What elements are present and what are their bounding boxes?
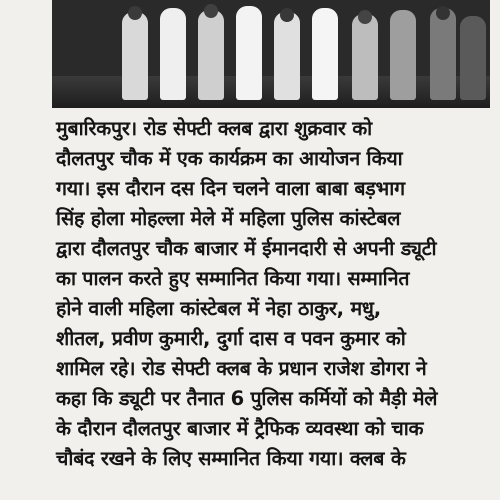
person-head	[358, 10, 372, 24]
person-head	[204, 4, 218, 18]
article-line: के दौरान दौलतपुर बाजार में ट्रैफिक व्यवस्था को चाक	[56, 417, 424, 440]
article-line: का पालन करते हुए सम्मानित किया गया। सम्मानित	[56, 267, 410, 290]
person-figure	[122, 12, 148, 100]
person-head	[436, 6, 450, 20]
article-line: होने वाली महिला कांस्टेबल में नेहा ठाकुर, मधु,	[56, 297, 381, 320]
person-figure	[430, 8, 456, 100]
person-figure	[390, 10, 416, 100]
person-figure	[160, 8, 186, 100]
person-figure	[198, 10, 224, 100]
article-line: द्वारा दौलतपुर चौक बाजार में ईमानदारी से अपनी ड्यूटी	[56, 237, 437, 260]
article-line: गया। इस दौरान दस दिन चलने वाला बाबा बड़भाग	[56, 177, 405, 200]
article-body	[46, 112, 498, 500]
article-line: कहा कि ड्यूटी पर तैनात 6 पुलिस कर्मियों को मैड़ी मेले	[56, 387, 438, 410]
group-photo	[52, 0, 490, 108]
person-figure	[460, 16, 486, 100]
person-figure	[236, 6, 262, 100]
photo-ground	[52, 76, 490, 108]
article-line: चौबंद रखने के लिए सम्मानित किया गया। क्लब के	[56, 447, 406, 470]
person-figure	[274, 12, 300, 100]
person-figure	[312, 8, 338, 100]
person-head	[128, 6, 142, 20]
person-figure	[352, 14, 378, 100]
article-line: मुबारिकपुर। रोड सेफ्टी क्लब द्वारा शुक्रवार को	[56, 117, 373, 140]
article-line: दौलतपुर चौक में एक कार्यक्रम का आयोजन किया	[56, 147, 403, 170]
article-line: सिंह होला मोहल्ला मेले में महिला पुलिस कांस्टेबल	[56, 207, 401, 230]
article-line: शामिल रहे। रोड सेफ्टी क्लब के प्रधान राजेश डोगरा ने	[56, 357, 427, 380]
article-line: शीतल, प्रवीण कुमारी, दुर्गा दास व पवन कुमार को	[56, 327, 406, 350]
person-head	[280, 8, 294, 22]
